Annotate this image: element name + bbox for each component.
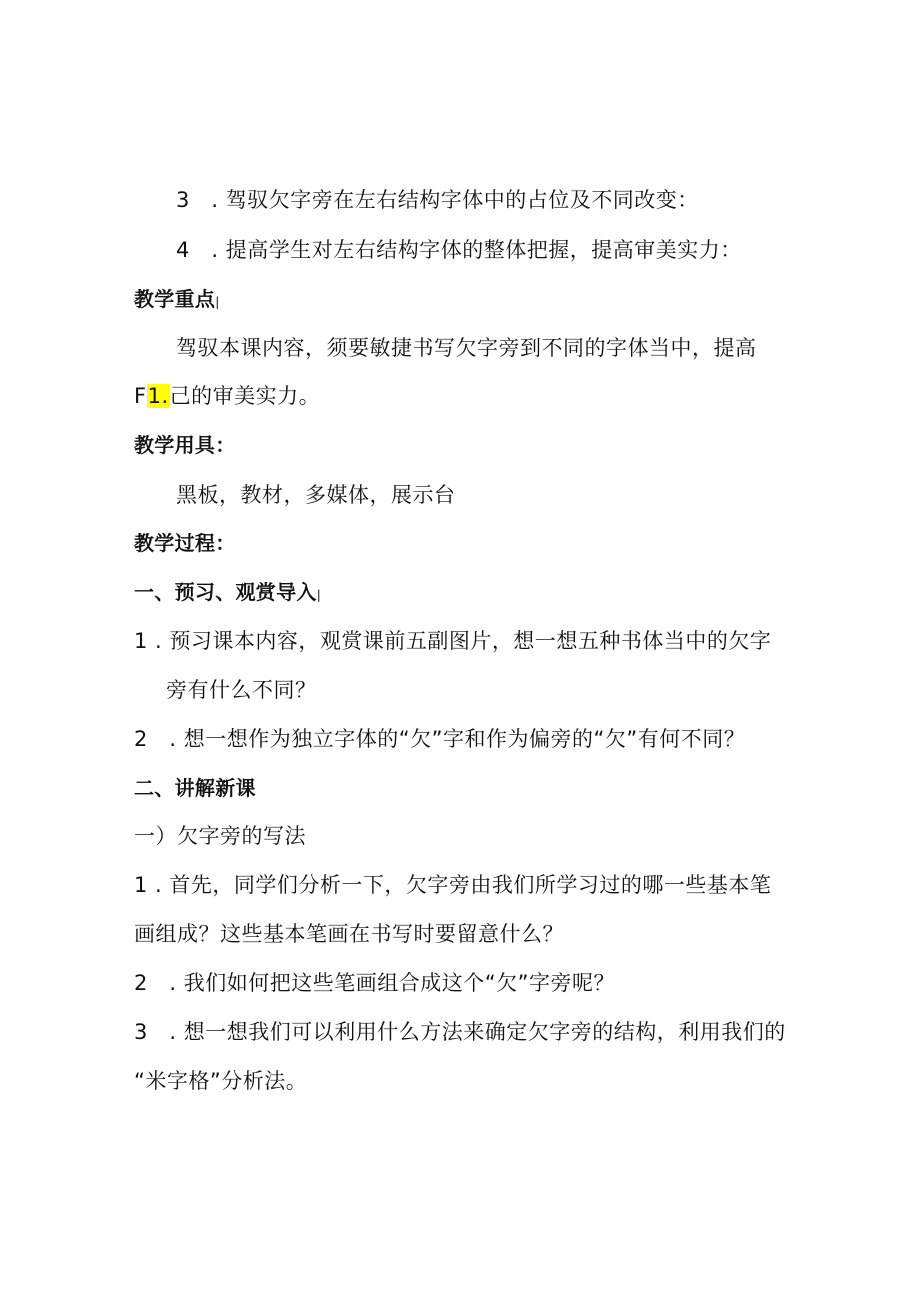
section-2-item-3-line-2: “米字格”分析法。 (134, 1069, 308, 1093)
section-2-item-3-line-1: 3 . 想一想我们可以利用什么方法来确定欠字旁的结构，利用我们的 (134, 1020, 786, 1044)
key-points-heading-mark: | (215, 295, 220, 309)
section-1-item-1-line-1: 1 . 预习课本内容，观赏课前五副图片，想一想五种书体当中的欠字 (134, 629, 772, 653)
key-points-line-2-prefix: F (134, 384, 147, 408)
objective-item-4: 4 . 提高学生对左右结构字体的整体把握，提高审美实力： (176, 238, 742, 262)
key-points-heading-text: 教学重点 (134, 287, 216, 311)
process-heading: 教学过程： (134, 531, 236, 555)
highlighted-text: 1. (147, 384, 169, 408)
key-points-line-1: 驾驭本课内容，须要敏捷书写欠字旁到不同的字体当中，提高 (176, 336, 757, 360)
section-2-heading: 二、讲解新课 (134, 776, 256, 800)
section-1-item-2: 2 . 想一想作为独立字体的“欠”字和作为偏旁的“欠”有何不同？ (134, 727, 746, 751)
tools-heading: 教学用具： (134, 433, 236, 457)
section-2-item-1-line-1: 1 . 首先，同学们分析一下，欠字旁由我们所学习过的哪一些基本笔 (134, 873, 772, 897)
section-1-heading (134, 578, 321, 609)
section-1-heading-text: 一、预习、观赏导入 (134, 580, 317, 604)
section-2-item-1-line-2: 画组成？这些基本笔画在书写时要留意什么？ (134, 922, 564, 946)
key-points-line-2-rest: 己的审美实力。 (169, 384, 321, 408)
section-2-item-2: 2 . 我们如何把这些笔画组合成这个“欠”字旁呢？ (134, 971, 615, 995)
key-points-heading (134, 285, 220, 316)
section-2-sub-heading: 一）欠字旁的写法 (134, 824, 306, 848)
key-points-line-2 (134, 382, 320, 410)
objective-item-3: 3 . 驾驭欠字旁在左右结构字体中的占位及不同改变： (176, 188, 699, 212)
tools-text: 黑板，教材，多媒体，展示台 (176, 483, 456, 507)
section-1-item-1-line-2: 旁有什么不同？ (166, 678, 317, 702)
section-1-heading-mark: | (316, 588, 322, 602)
